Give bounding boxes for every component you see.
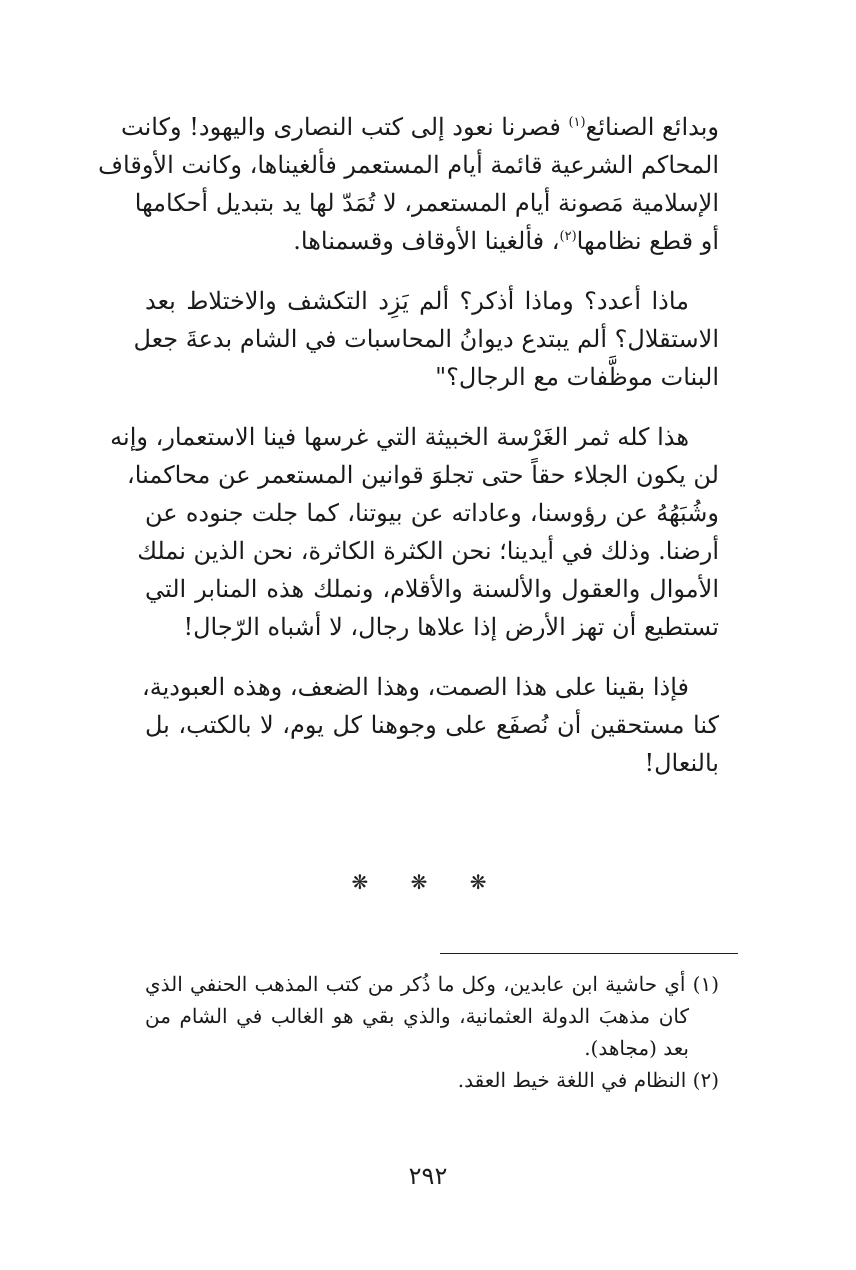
text-line: أرضنا. وذلك في أيدينا؛ نحن الكثرة الكاثرة، نحن الذين نملك bbox=[137, 537, 719, 565]
footnote-1 bbox=[145, 968, 719, 1064]
footnote-rule bbox=[440, 953, 738, 954]
text-line: تستطيع أن تهز الأرض إذا علاها رجال، لا أشباه الرّجال! bbox=[183, 613, 719, 641]
footnote-ref-2: (٢) bbox=[559, 229, 577, 244]
text-line: فإذا بقينا على هذا الصمت، وهذا الضعف، وهذه العبودية، bbox=[141, 673, 689, 701]
footnote-line: بعد (مجاهد). bbox=[584, 1036, 689, 1060]
text-line: هذا كله ثمر الغَرْسة الخبيثة التي غرسها فينا الاستعمار، وإنه bbox=[110, 423, 689, 451]
text-line: ماذا أعدد؟ وماذا أذكر؟ ألم يَزِد التكشف والاختلاط بعد bbox=[145, 287, 689, 315]
footnote-ref-1: (١) bbox=[568, 115, 586, 130]
text-line bbox=[121, 108, 719, 146]
paragraph-2 bbox=[133, 282, 719, 396]
footnote-line: (٢) النظام في اللغة خيط العقد. bbox=[457, 1068, 719, 1092]
text-line: الاستقلال؟ ألم يبتدع ديوانُ المحاسبات في الشام بدعةَ جعل bbox=[133, 325, 719, 353]
text-line: كنا مستحقين أن نُصفَع على وجوهنا كل يوم، لا بالكتب، بل bbox=[145, 711, 719, 739]
paragraph-3 bbox=[110, 418, 719, 646]
paragraph-1 bbox=[98, 108, 719, 260]
section-separator: ❋ ❋ ❋ bbox=[351, 870, 505, 894]
text-line: الإسلامية مَصونة أيام المستعمر، لا تُمَدّ لها يد بتبديل أحكامها bbox=[134, 189, 719, 217]
text-line: البنات موظَّفات مع الرجال؟" bbox=[435, 363, 719, 391]
text-line: وشُبَهُهُ عن رؤوسنا، وعاداته عن بيوتنا، كما جلت جنوده عن bbox=[145, 499, 719, 527]
text-fragment: ، فألغينا الأوقاف وقسمناها. bbox=[293, 227, 560, 255]
footnote-line: كان مذهبَ الدولة العثمانية، والذي بقي هو الغالب في الشام من bbox=[145, 1004, 689, 1028]
text-fragment: فصرنا نعود إلى كتب النصارى واليهود! وكانت bbox=[121, 113, 561, 141]
paragraph-4 bbox=[141, 668, 719, 782]
text-fragment: أو قطع نظامها bbox=[576, 227, 719, 255]
main-text bbox=[98, 108, 719, 782]
footnote-2 bbox=[145, 1064, 719, 1096]
footnotes bbox=[145, 968, 719, 1096]
text-fragment: وبدائع الصنائع bbox=[585, 113, 719, 141]
text-line bbox=[145, 222, 719, 260]
text-line: الأموال والعقول والألسنة والأقلام، ونملك هذه المنابر التي bbox=[145, 575, 719, 603]
footnote-line: (١) أي حاشية ابن عابدين، وكل ما ذُكر من كتب المذهب الحنفي الذي bbox=[145, 972, 719, 996]
text-line: بالنعال! bbox=[644, 749, 719, 777]
text-line: لن يكون الجلاء حقاً حتى تجلوَ قوانين المستعمر عن محاكمنا، bbox=[127, 461, 719, 489]
page-number: ٢٩٢ bbox=[408, 1162, 448, 1190]
text-line: المحاكم الشرعية قائمة أيام المستعمر فألغيناها، وكانت الأوقاف bbox=[98, 151, 719, 179]
